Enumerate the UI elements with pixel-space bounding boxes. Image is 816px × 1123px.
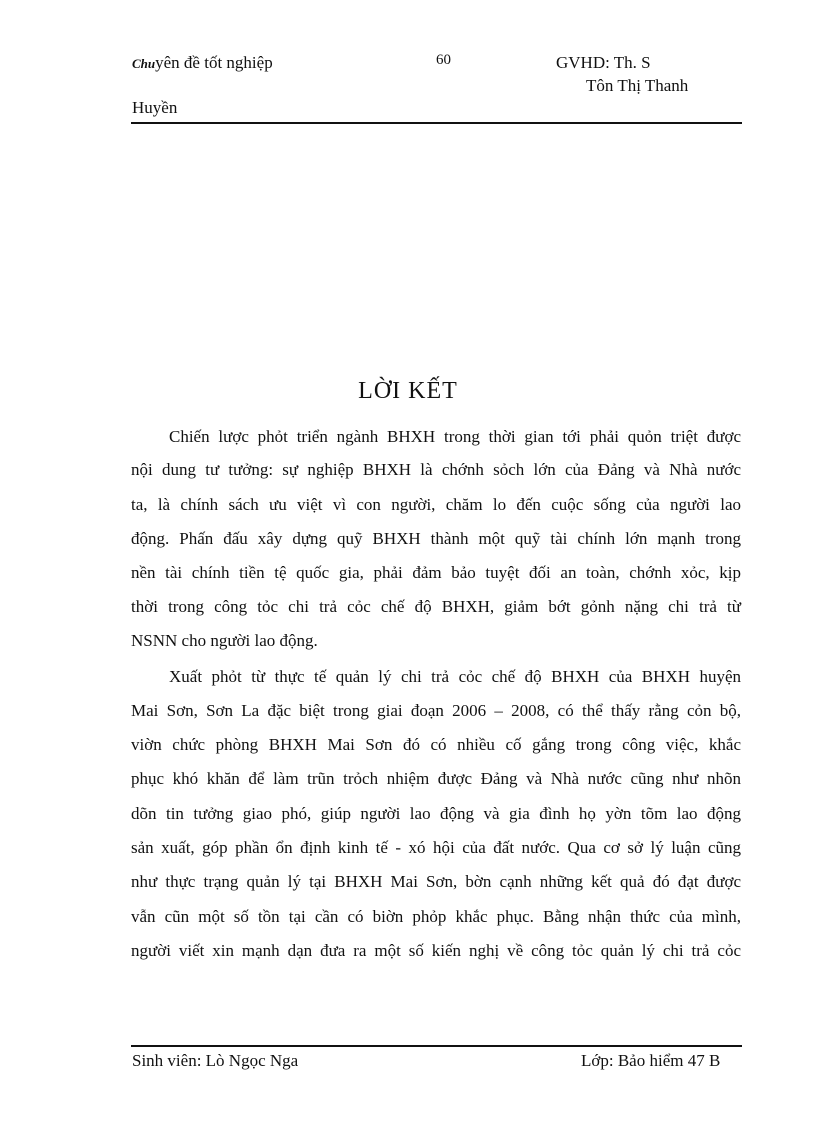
paragraph-line: động. Phấn đấu xây dựng quỹ BHXH thành một quỹ tài chính lớn mạnh trong xyxy=(131,529,741,548)
footer-class: Lớp: Bảo hiểm 47 B xyxy=(581,1051,721,1070)
footer-student: Sinh viên: Lò Ngọc Nga xyxy=(132,1051,299,1070)
paragraph-line: Xuất phỏt từ thực tế quản lý chi trả cỏc chế độ BHXH của BHXH huyện xyxy=(169,667,741,686)
paragraph-line: phục khó khăn để làm trũn trỏch nhiệm được Đảng và Nhà nước cũng như nhõn xyxy=(131,769,741,788)
footer-divider xyxy=(131,1045,742,1047)
topic-text: yên đề tốt nghiệp xyxy=(155,53,273,72)
supervisor-label: GVHD: Th. S xyxy=(556,53,651,72)
supervisor-name: Tôn Thị Thanh xyxy=(586,76,689,95)
paragraph-line: vẫn cũn một số tồn tại cần có biờn phỏp khắc phục. Bằng nhận thức của mình, xyxy=(131,907,741,926)
paragraph-line: sản xuất, góp phần ổn định kinh tế - xó hội của đất nước. Qua cơ sở lý luận cũng xyxy=(131,838,741,857)
paragraph-line: như thực trạng quản lý tại BHXH Mai Sơn, bờn cạnh những kết quả đó đạt được xyxy=(131,872,741,891)
paragraph-line: người viết xin mạnh dạn đưa ra một số kiến nghị về công tỏc quản lý chi trả cỏc xyxy=(131,941,741,960)
paragraph-line: nền tài chính tiền tệ quốc gia, phải đảm bảo tuyệt đối an toàn, chớnh xỏc, kịp xyxy=(131,563,741,582)
paragraph-line: NSNN cho người lao động. xyxy=(131,631,318,650)
paragraph-line: dõn tin tưởng giao phó, giúp người lao động và gia đình họ yờn tõm lao động xyxy=(131,804,741,823)
paragraph-line: thời trong công tỏc chi trả cỏc chế độ BHXH, giảm bớt gỏnh nặng chi trả từ xyxy=(131,597,741,616)
paragraph-line: viờn chức phòng BHXH Mai Sơn đó có nhiều cố gắng trong công việc, khắc xyxy=(131,735,741,754)
page-number: 60 xyxy=(436,52,451,68)
paragraph-line: nội dung tư tưởng: sự nghiệp BHXH là chớnh sỏch lớn của Đảng và Nhà nước xyxy=(131,460,741,479)
paragraph-line: Chiến lược phỏt triển ngành BHXH trong thời gian tới phải quỏn triệt được xyxy=(169,427,741,446)
supervisor-name-continued: Huyền xyxy=(132,98,178,117)
paragraph-line: ta, là chính sách ưu việt vì con người, chăm lo đến cuộc sống của người lao xyxy=(131,495,741,514)
header-topic xyxy=(132,53,273,73)
page-title: LỜI KẾT xyxy=(358,378,458,404)
header-divider xyxy=(131,122,742,124)
paragraph-line: Mai Sơn, Sơn La đặc biệt trong giai đoạn 2006 – 2008, có thể thấy rằng cỏn bộ, xyxy=(131,701,741,720)
topic-logo: Chu xyxy=(132,56,156,71)
